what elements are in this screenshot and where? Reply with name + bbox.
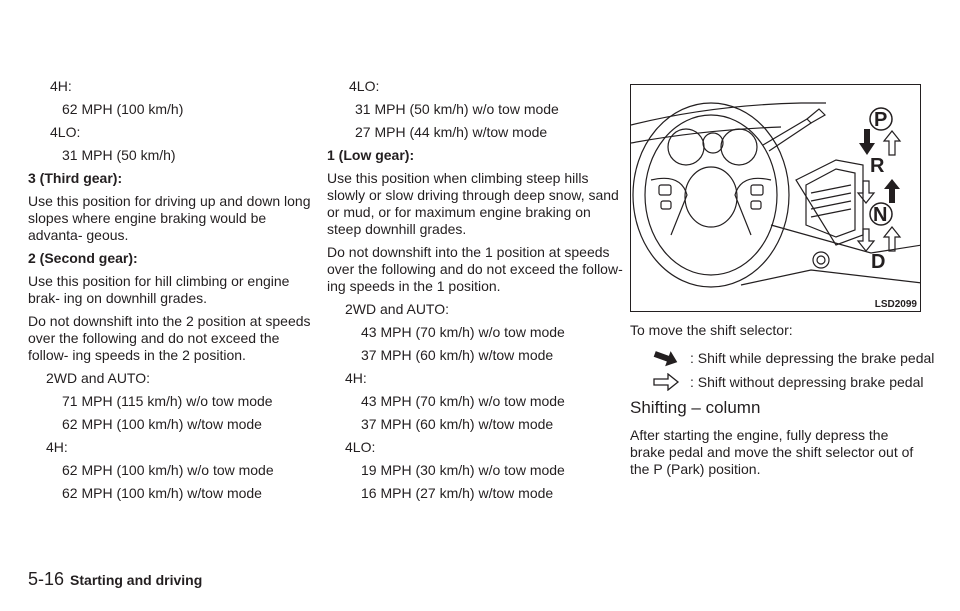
- section-body: After starting the engine, fully depress the brake pedal and move the shift selector out of the P (Park) position.: [630, 427, 914, 477]
- text-column-middle: [327, 78, 623, 508]
- gear-heading-low: 1 (Low gear):: [327, 147, 415, 163]
- text-column-left: [28, 78, 323, 508]
- speed-limit: 43 MPH (70 km/h) w/o tow mode: [361, 324, 565, 340]
- speed-mode-label: 4LO:: [345, 439, 376, 455]
- speed-limit: 27 MPH (44 km/h) w/tow mode: [355, 124, 548, 140]
- paragraph: Use this position when climbing steep hills slowly or slow driving through deep snow, sand or mud, or for maximum engine braking on steep downhill grades.: [327, 170, 619, 237]
- section-title: Shifting – column: [630, 398, 761, 417]
- speed-mode-label: 4LO:: [50, 124, 81, 140]
- legend-text: : Shift without depressing brake pedal: [690, 374, 924, 390]
- speed-mode-label: 4H:: [50, 78, 72, 94]
- filled-arrow-icon: [884, 179, 900, 203]
- speed-limit: 62 MPH (100 km/h) w/o tow mode: [62, 462, 274, 478]
- speed-limit: 31 MPH (50 km/h) w/o tow mode: [355, 101, 559, 117]
- outline-arrow-icon: [858, 229, 874, 251]
- speed-limit: 37 MPH (60 km/h) w/tow mode: [361, 347, 554, 363]
- gear-letter-d: D: [871, 251, 886, 273]
- gear-heading-second: 2 (Second gear):: [28, 250, 138, 266]
- speed-limit: 62 MPH (100 km/h): [62, 101, 184, 117]
- figure-code: LSD2099: [874, 299, 917, 310]
- steering-column-drawing: [631, 85, 921, 312]
- gear-letter-p: P: [874, 109, 888, 131]
- speed-limit: 16 MPH (27 km/h) w/tow mode: [361, 485, 554, 501]
- speed-limit: 31 MPH (50 km/h): [62, 147, 176, 163]
- speed-mode-label: 2WD and AUTO:: [345, 301, 450, 317]
- paragraph: Do not downshift into the 1 position at speeds over the following and do not exceed the follow- ing speeds in the 1 position.: [327, 244, 623, 294]
- page-number: 5-16: [28, 569, 65, 589]
- speed-limit: 43 MPH (70 km/h) w/o tow mode: [361, 393, 565, 409]
- legend-text: : Shift while depressing the brake pedal: [690, 350, 935, 366]
- speed-mode-label: 4LO:: [349, 78, 380, 94]
- speed-limit: 19 MPH (30 km/h) w/o tow mode: [361, 462, 565, 478]
- speed-mode-label: 2WD and AUTO:: [46, 370, 151, 386]
- outline-arrow-icon: [858, 181, 874, 203]
- outline-arrow-icon: [884, 227, 900, 251]
- paragraph: Use this position for hill climbing or engine brak- ing on downhill grades.: [28, 273, 290, 306]
- shift-selector-illustration: [630, 84, 921, 312]
- outline-arrow-icon: [884, 131, 900, 155]
- outline-arrow-icon: [652, 373, 680, 391]
- paragraph: Use this position for driving up and down long slopes where engine braking would be advanta- geous.: [28, 193, 311, 243]
- filled-arrow-icon: [859, 129, 875, 155]
- page-footer: [28, 569, 202, 590]
- gear-letter-r: R: [870, 155, 885, 177]
- speed-mode-label: 4H:: [46, 439, 68, 455]
- figure-caption: To move the shift selector:: [630, 322, 793, 338]
- gear-letter-n: N: [873, 204, 888, 226]
- gear-heading-third: 3 (Third gear):: [28, 170, 123, 186]
- speed-limit: 37 MPH (60 km/h) w/tow mode: [361, 416, 554, 432]
- speed-limit: 62 MPH (100 km/h) w/tow mode: [62, 485, 262, 501]
- speed-mode-label: 4H:: [345, 370, 367, 386]
- speed-limit: 62 MPH (100 km/h) w/tow mode: [62, 416, 262, 432]
- speed-limit: 71 MPH (115 km/h) w/o tow mode: [62, 393, 273, 409]
- paragraph: Do not downshift into the 2 position at speeds over the following and do not exceed the follow- ing speeds in the 2 position.: [28, 313, 311, 363]
- filled-arrow-icon: [652, 349, 680, 367]
- chapter-title: Starting and driving: [70, 572, 203, 588]
